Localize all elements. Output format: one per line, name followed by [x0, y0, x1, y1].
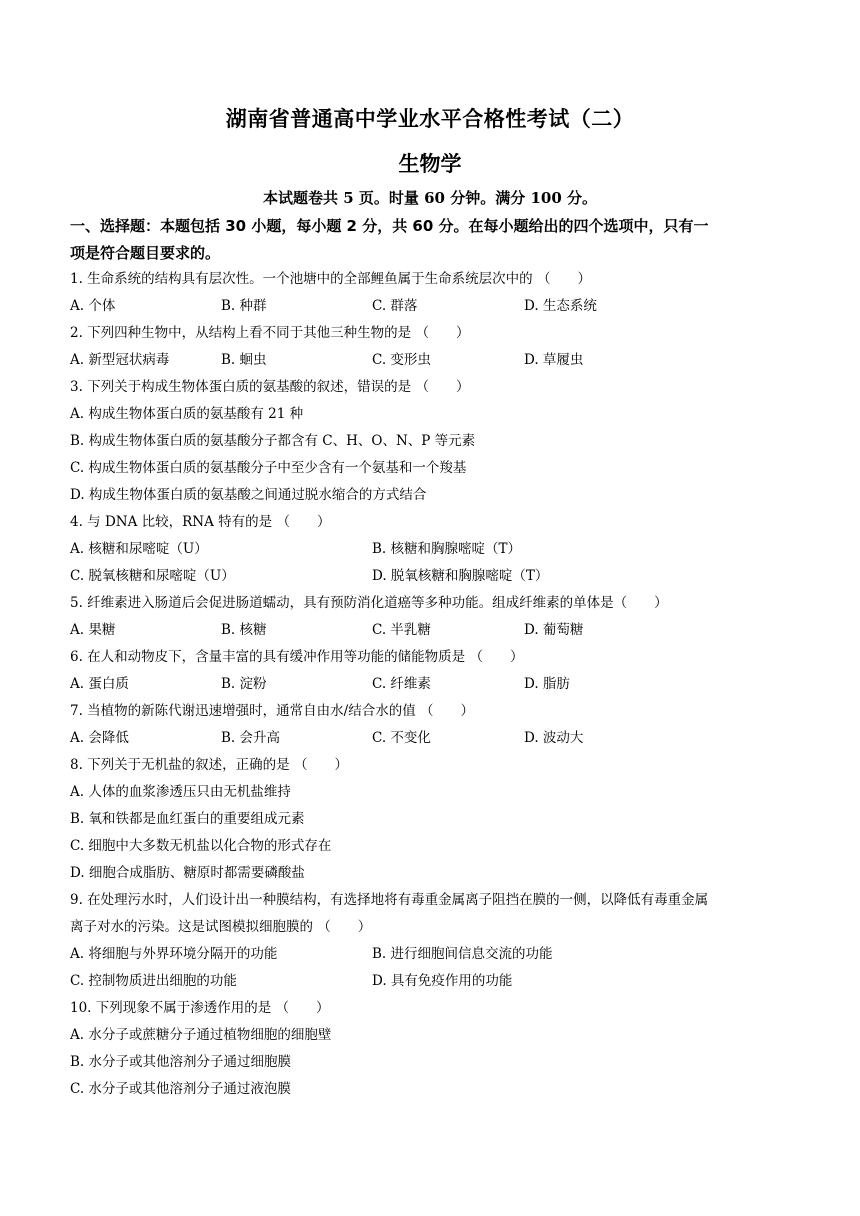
- question-8-option-a: A. 人体的血浆渗透压只由无机盐维持: [70, 784, 291, 800]
- question-3-option-a: A. 构成生物体蛋白质的氨基酸有 21 种: [70, 406, 304, 422]
- question-9-option-c: C. 控制物质进出细胞的功能: [70, 973, 237, 989]
- question-1-option-c: C. 群落: [372, 298, 418, 314]
- question-5-stem: 5. 纤维素进入肠道后会促进肠道蠕动，具有预防消化道癌等多种功能。组成纤维素的单体是（ ）: [70, 595, 668, 611]
- question-10-option-c: C. 水分子或其他溶剂分子通过液泡膜: [70, 1081, 291, 1097]
- question-6-stem: 6. 在人和动物皮下，含量丰富的具有缓冲作用等功能的储能物质是 （ ）: [70, 649, 524, 665]
- question-4-stem: 4. 与 DNA 比较，RNA 特有的是 （ ）: [70, 514, 331, 530]
- question-1-option-d: D. 生态系统: [524, 298, 597, 314]
- question-7-option-a: A. 会降低: [70, 730, 129, 746]
- question-7-option-d: D. 波动大: [524, 730, 584, 746]
- question-7-stem: 7. 当植物的新陈代谢迅速增强时，通常自由水/结合水的值 （ ）: [70, 703, 475, 719]
- question-7-option-c: C. 不变化: [372, 730, 431, 746]
- question-8-option-b: B. 氧和铁都是血红蛋白的重要组成元素: [70, 811, 305, 827]
- question-1-option-b: B. 种群: [221, 298, 267, 314]
- question-2-option-a: A. 新型冠状病毒: [70, 352, 170, 368]
- question-9-option-a: A. 将细胞与外界环境分隔开的功能: [70, 946, 278, 962]
- question-2-stem: 2. 下列四种生物中，从结构上看不同于其他三种生物的是 （ ）: [70, 325, 470, 341]
- question-6-option-c: C. 纤维素: [372, 676, 431, 692]
- question-8-option-d: D. 细胞合成脂肪、糖原时都需要磷酸盐: [70, 865, 305, 881]
- question-2-option-b: B. 蛔虫: [221, 352, 267, 368]
- exam-info: 本试题卷共 5 页。时量 60 分钟。满分 100 分。: [263, 189, 597, 207]
- question-3-stem: 3. 下列关于构成生物体蛋白质的氨基酸的叙述，错误的是 （ ）: [70, 379, 470, 395]
- section-heading-line2: 项是符合题目要求的。: [70, 244, 221, 262]
- question-8-stem: 8. 下列关于无机盐的叙述，正确的是 （ ）: [70, 757, 348, 773]
- subject-title: 生物学: [398, 152, 462, 176]
- question-5-option-d: D. 葡萄糖: [524, 622, 584, 638]
- question-1-stem: 1. 生命系统的结构具有层次性。一个池塘中的全部鲤鱼属于生命系统层次中的 （ ）: [70, 271, 591, 287]
- question-7-option-b: B. 会升高: [221, 730, 281, 746]
- question-4-option-c: C. 脱氧核糖和尿嘧啶（U）: [70, 568, 235, 584]
- question-1-option-a: A. 个体: [70, 298, 116, 314]
- question-4-option-a: A. 核糖和尿嘧啶（U）: [70, 541, 208, 557]
- question-3-option-d: D. 构成生物体蛋白质的氨基酸之间通过脱水缩合的方式结合: [70, 487, 427, 503]
- question-5-option-b: B. 核糖: [221, 622, 267, 638]
- question-9-stem-line1: 9. 在处理污水时，人们设计出一种膜结构，有选择地将有毒重金属离子阻挡在膜的一侧，以降低有毒重金属: [70, 892, 709, 908]
- question-9-option-d: D. 具有免疫作用的功能: [372, 973, 513, 989]
- section-heading-line1: 一、选择题：本题包括 30 小题，每小题 2 分，共 60 分。在每小题给出的四个选项中，只有一: [70, 217, 709, 235]
- question-9-option-b: B. 进行细胞间信息交流的功能: [372, 946, 553, 962]
- question-6-option-d: D. 脂肪: [524, 676, 570, 692]
- question-2-option-c: C. 变形虫: [372, 352, 431, 368]
- exam-title: 湖南省普通高中学业水平合格性考试（二）: [225, 107, 635, 131]
- question-10-option-a: A. 水分子或蔗糖分子通过植物细胞的细胞壁: [70, 1027, 332, 1043]
- question-10-option-b: B. 水分子或其他溶剂分子通过细胞膜: [70, 1054, 292, 1070]
- question-3-option-b: B. 构成生物体蛋白质的氨基酸分子都含有 C、H、O、N、P 等元素: [70, 433, 476, 449]
- question-6-option-b: B. 淀粉: [221, 676, 267, 692]
- question-3-option-c: C. 构成生物体蛋白质的氨基酸分子中至少含有一个氨基和一个羧基: [70, 460, 467, 476]
- question-4-option-d: D. 脱氧核糖和胸腺嘧啶（T）: [372, 568, 549, 584]
- question-5-option-a: A. 果糖: [70, 622, 116, 638]
- question-6-option-a: A. 蛋白质: [70, 676, 129, 692]
- question-8-option-c: C. 细胞中大多数无机盐以化合物的形式存在: [70, 838, 332, 854]
- question-4-option-b: B. 核糖和胸腺嘧啶（T）: [372, 541, 522, 557]
- question-10-stem: 10. 下列现象不属于渗透作用的是 （ ）: [70, 1000, 330, 1016]
- question-9-stem-line2: 离子对水的污染。这是试图模拟细胞膜的 （ ）: [70, 919, 372, 935]
- question-2-option-d: D. 草履虫: [524, 352, 584, 368]
- question-5-option-c: C. 半乳糖: [372, 622, 431, 638]
